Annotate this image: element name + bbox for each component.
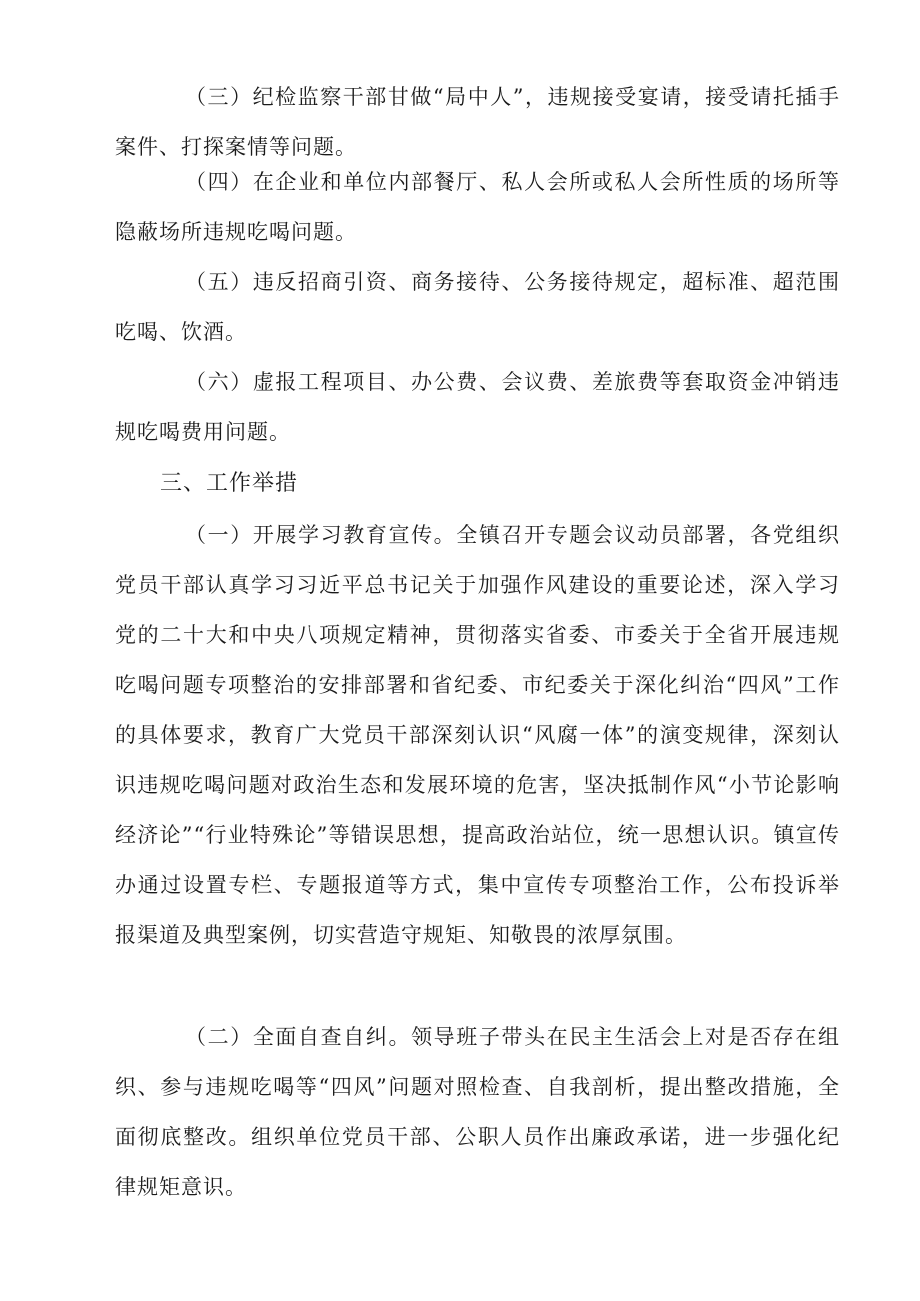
paragraph-item-4: （四）在企业和单位内部餐厅、私人会所或私人会所性质的场所等隐蔽场所违规吃喝问题。 [115,170,840,244]
paragraph-item-3: （三）纪检监察干部甘做“局中人”，违规接受宴请，接受请托插手案件、打探案情等问题。 [115,85,840,159]
paragraph-item-6: （六）虚报工程项目、办公费、会议费、差旅费等套取资金冲销违规吃喝费用问题。 [115,370,840,444]
measure-paragraph-1: （一）开展学习教育宣传。全镇召开专题会议动员部署，各党组织党员干部认真学习习近平总书记关于加强作风建设的重要论述，深入学习党的二十大和中央八项规定精神，贯彻落实省委、市委关于全省开展违规吃喝问题专项整治的安排部署和省纪委、市纪委关于深化纠治“四风”工作的具体要求，教育广大党员干部深刻认识“风腐一体”的演变规律，深刻认识违规吃喝问题对政治生态和发展环境的危害，坚决抵制作风“小节论影响经济论”“行业特殊论”等错误思想，提高政治站位，统一思想认识。镇宣传办通过设置专栏、专题报道等方式，集中宣传专项整治工作，公布投诉举报渠道及典型案例，切实营造守规矩、知敬畏的浓厚氛围。 [115,523,840,947]
section-heading: 三、工作举措 [160,471,299,496]
paragraph-item-5: （五）违反招商引资、商务接待、公务接待规定，超标准、超范围吃喝、饮酒。 [115,270,840,344]
measure-paragraph-2: （二）全面自查自纠。领导班子带头在民主生活会上对是否存在组织、参与违规吃喝等“四风”问题对照检查、自我剖析，提出整改措施，全面彻底整改。组织单位党员干部、公职人员作出廉政承诺，进一步强化纪律规矩意识。 [115,1025,840,1199]
